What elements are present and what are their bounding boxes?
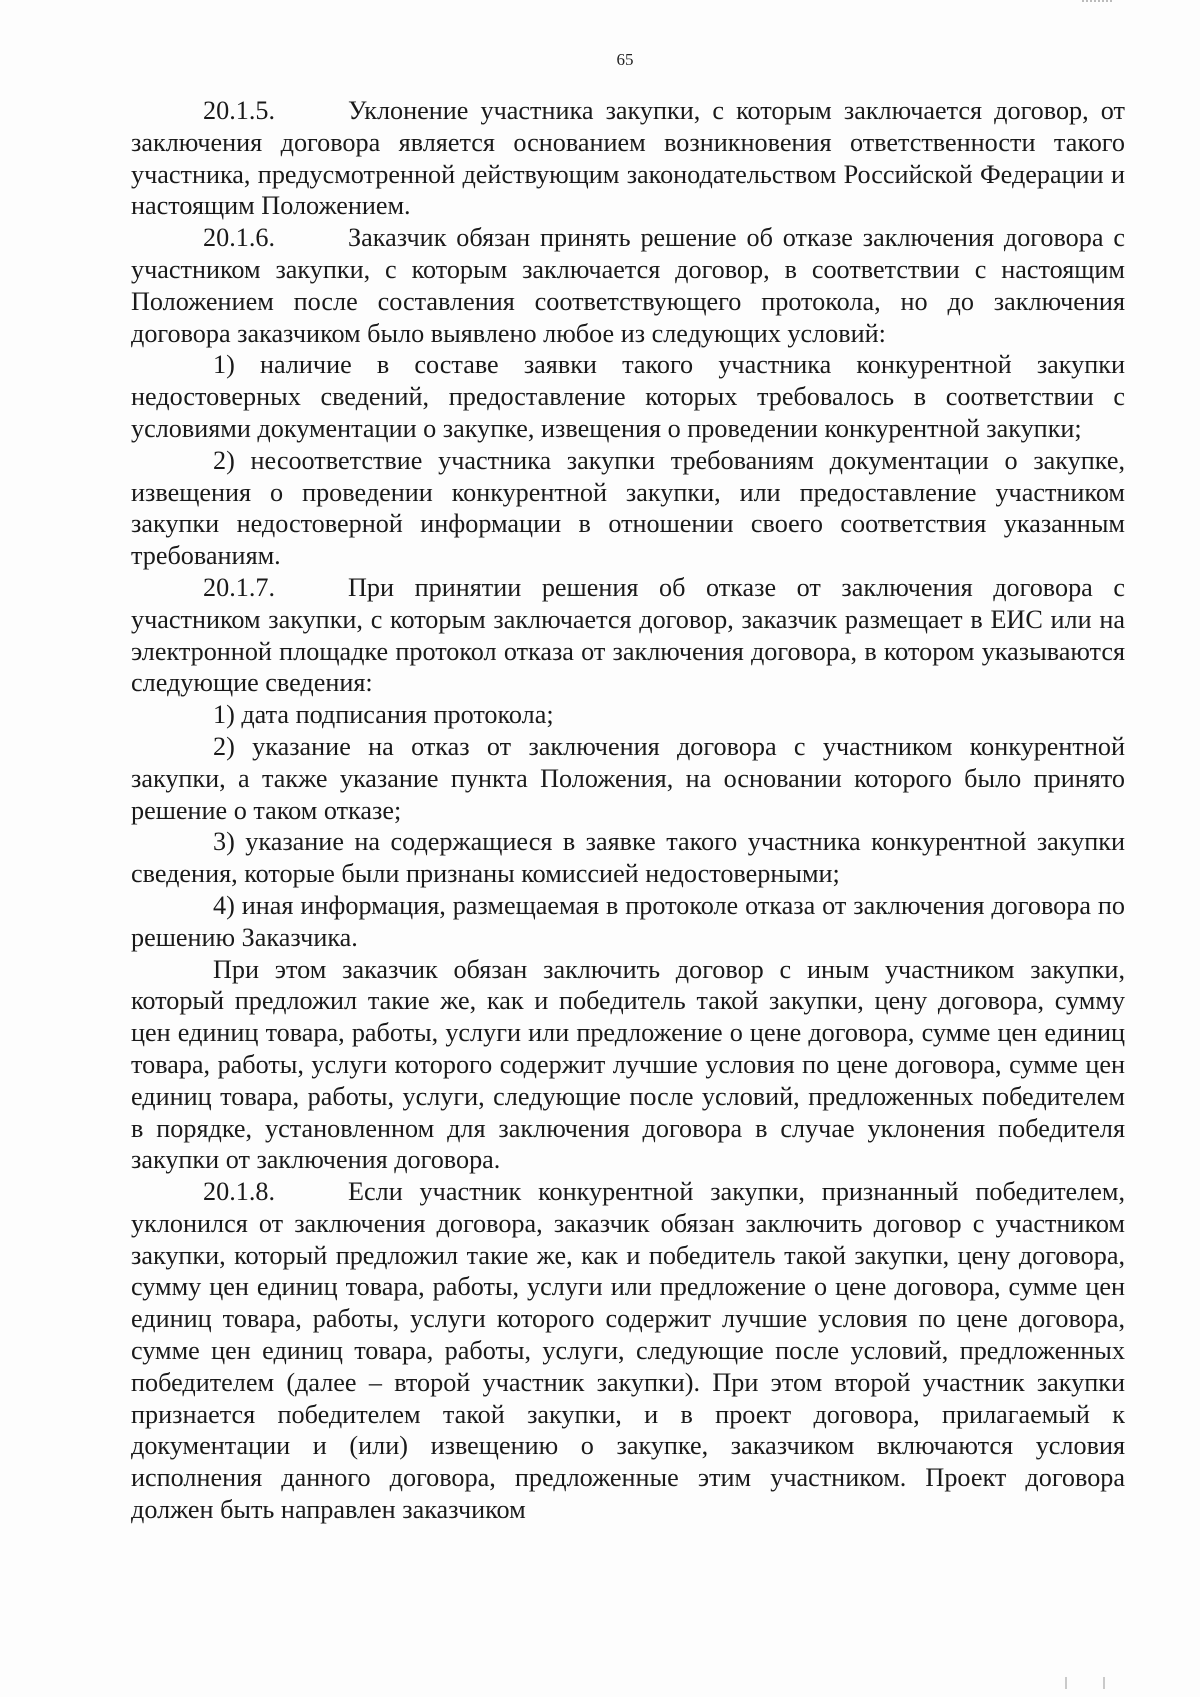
paragraph-text: 2) несоответствие участника закупки требованиям документации о закупке, извещения о проведении конкурентной закупки, или предоставление участником закупки недостоверной информации в отношении своего соответствия указанным требованиям. xyxy=(131,445,1125,571)
list-item xyxy=(131,890,1125,954)
list-item xyxy=(131,731,1125,826)
paragraph-text: 2) указание на отказ от заключения договора с участником конкурентной закупки, а также указание пункта Положения, на основании которого было принято решение о таком отказе; xyxy=(131,731,1125,825)
paragraph-text: Если участник конкурентной закупки, признанный победителем, уклонился от заключения договора, заказчик обязан заключить договор с участником закупки, который предложил такие же, как и победитель такой закупки, цену договора, сумму цен единиц товара, работы, услуги или предложение о цене договора, сумме цен единиц товара, работы, услуги которого содержит лучшие условия по цене договора, сумме цен единиц товара, работы, услуги, следующие после условий, предложенных победителем (далее – второй участник закупки). При этом второй участник закупки признается победителем такой закупки, и в проект договора, прилагаемый к документации и (или) извещению о закупке, заказчиком включаются условия исполнения данного договора, предложенные этим участником. Проект договора должен быть направлен заказчиком xyxy=(131,1177,1125,1525)
paragraph-20-1-8 xyxy=(131,1176,1125,1526)
paragraph-20-1-6 xyxy=(131,222,1125,349)
clause-number: 20.1.5. xyxy=(203,96,276,125)
paragraph-text: Уклонение участника закупки, с которым заключается договор, от заключения договора является основанием возникновения ответственности такого участника, предусмотренной действующим законодательством Российской Федерации и настоящим Положением. xyxy=(131,96,1125,221)
scan-artifact-mark xyxy=(1065,1677,1105,1689)
scan-artifact-mark xyxy=(1082,0,1112,5)
paragraph-text: Заказчик обязан принять решение об отказе заключения договора с участником закупки, с которым заключается договор, в соответствии с настоящим Положением после составления соответствующего протокола, но до заключения договора заказчиком было выявлено любое из следующих условий: xyxy=(131,223,1125,348)
list-item xyxy=(131,445,1125,572)
paragraph-continuation xyxy=(131,954,1125,1177)
list-item xyxy=(131,349,1125,444)
paragraph-text: 4) иная информация, размещаемая в протоколе отказа от заключения договора по решению Заказчика. xyxy=(131,890,1125,952)
clause-number: 20.1.7. xyxy=(203,572,276,602)
clause-number: 20.1.6. xyxy=(203,223,276,253)
paragraph-text: 1) дата подписания протокола; xyxy=(213,700,554,730)
paragraph-20-1-5 xyxy=(131,95,1125,222)
document-body xyxy=(131,95,1125,1526)
paragraph-text: 3) указание на содержащиеся в заявке такого участника конкурентной закупки сведения, которые были признаны комиссией недостоверными; xyxy=(131,827,1125,889)
page-number: 65 xyxy=(616,50,634,69)
paragraph-text: При принятии решения об отказе от заключения договора с участником закупки, с которым заключается договор, заказчик размещает в ЕИС или на электронной площадке протокол отказа от заключения договора, в котором указываются следующие сведения: xyxy=(131,572,1125,698)
list-item xyxy=(131,699,1125,731)
paragraph-text: 1) наличие в составе заявки такого участника конкурентной закупки недостоверных сведений, предоставление которых требовалось в соответствии с условиями документации о закупке, извещения о проведении конкурентной закупки; xyxy=(131,350,1125,443)
list-item xyxy=(131,826,1125,890)
clause-number: 20.1.8. xyxy=(203,1177,276,1207)
paragraph-text: При этом заказчик обязан заключить договор с иным участником закупки, который предложил такие же, как и победитель такой закупки, цену договора, сумму цен единиц товара, работы, услуги или предложение о цене договора, сумме цен единиц товара, работы, услуги которого содержит лучшие условия по цене договора, сумме цен единиц товара, работы, услуги, следующие после условий, предложенных победителем в порядке, установленном для заключения договора в случае уклонения победителя закупки от заключения договора. xyxy=(131,954,1125,1175)
paragraph-20-1-7 xyxy=(131,572,1125,699)
